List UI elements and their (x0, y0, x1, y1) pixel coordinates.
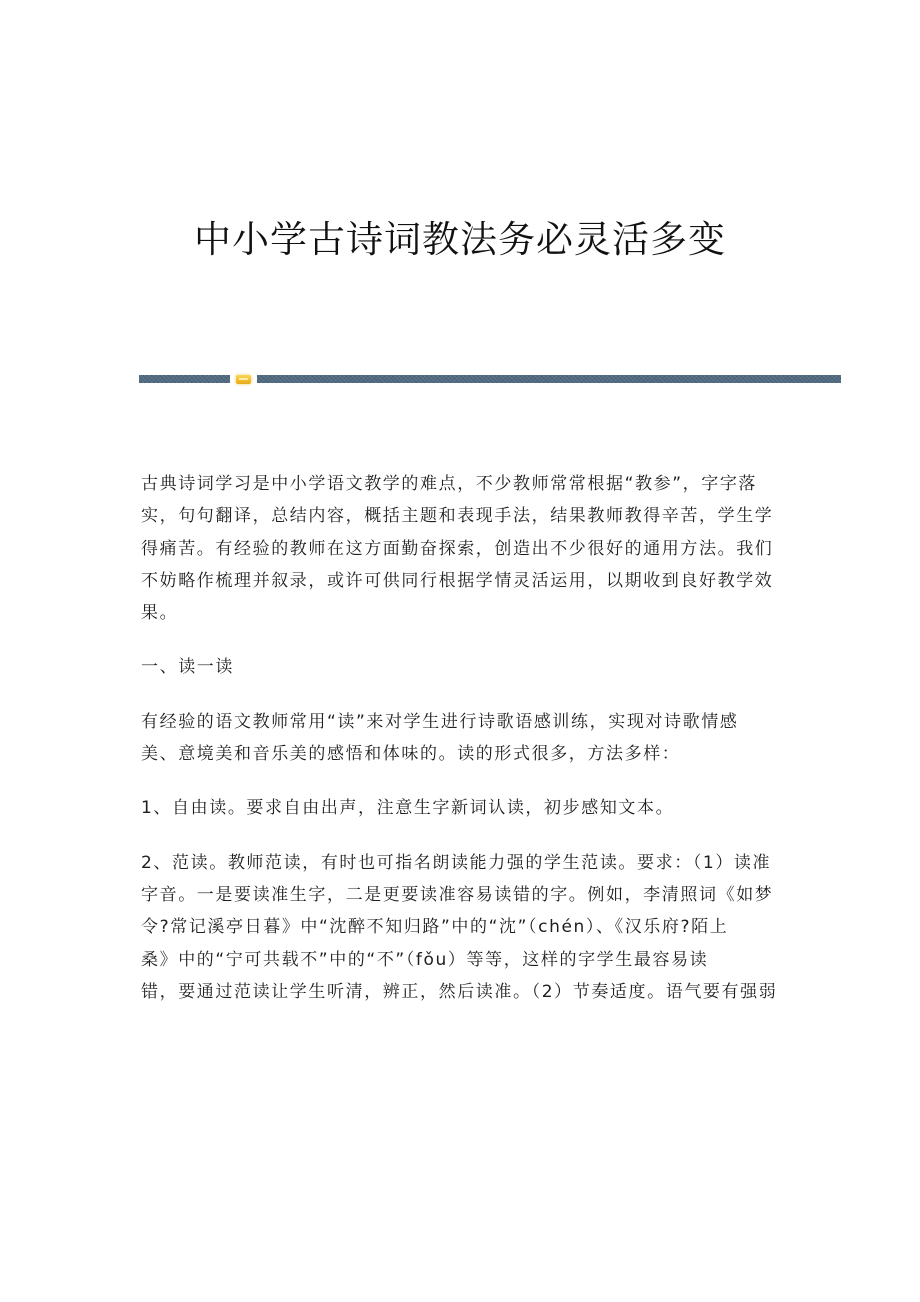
list-item-model-reading (141, 847, 781, 1008)
divider-bar-right (257, 375, 841, 383)
divider-bar-left (139, 375, 230, 383)
document-title: 中小学古诗词教法务必灵活多变 (194, 218, 726, 261)
paragraph-section-intro (141, 706, 781, 771)
list-item-free-reading (141, 792, 781, 824)
text-line: 美、意境美和音乐美的感悟和体味的。读的形式很多，方法多样： (141, 744, 681, 765)
paragraph-intro (141, 468, 781, 629)
text-line: 古典诗词学习是中小学语文教学的难点，不少教师常常根据“教参”，字字落 (141, 474, 758, 494)
text-line: 不妨略作梳理并叙录，或许可供同行根据学情灵活运用，以期收到良好教学效 (141, 570, 774, 591)
divider-ornament-icon (236, 375, 251, 384)
text-line: 字音。一是要读准生字，二是更要读准容易读错的字。例如，李清照词《如梦 (141, 884, 774, 905)
text-line: 令?常记溪亭日暮》中“沈醉不知归路”中的“沈”（chén）、《汉乐府?陌上 (141, 917, 729, 938)
document-body (141, 468, 781, 1008)
text-line: 得痛苦。有经验的教师在这方面勤奋探索，创造出不少很好的通用方法。我们 (141, 538, 774, 559)
section-heading-text: 一、读一读 (141, 657, 234, 678)
title-divider (139, 375, 841, 384)
text-line: 错，要通过范读让学生听清，辨正，然后读准。（2）节奏适度。语气要有强弱 (141, 981, 778, 1002)
text-line: 1、自由读。要求自由出声，注意生字新词认读，初步感知文本。 (141, 798, 675, 819)
text-line: 果。 (141, 603, 179, 624)
text-line: 实，句句翻译，总结内容，概括主题和表现手法，结果教师教得辛苦，学生学 (141, 506, 774, 527)
text-line: 有经验的语文教师常用“读”来对学生进行诗歌语感训练，实现对诗歌情感 (141, 711, 739, 732)
section-heading-read (141, 651, 781, 683)
text-line: 桑》中的“宁可共载不”中的“不”（fǒu）等等，这样的字学生最容易读 (141, 949, 709, 970)
text-line: 2、范读。教师范读，有时也可指名朗读能力强的学生范读。要求：（1）读准 (141, 852, 772, 873)
